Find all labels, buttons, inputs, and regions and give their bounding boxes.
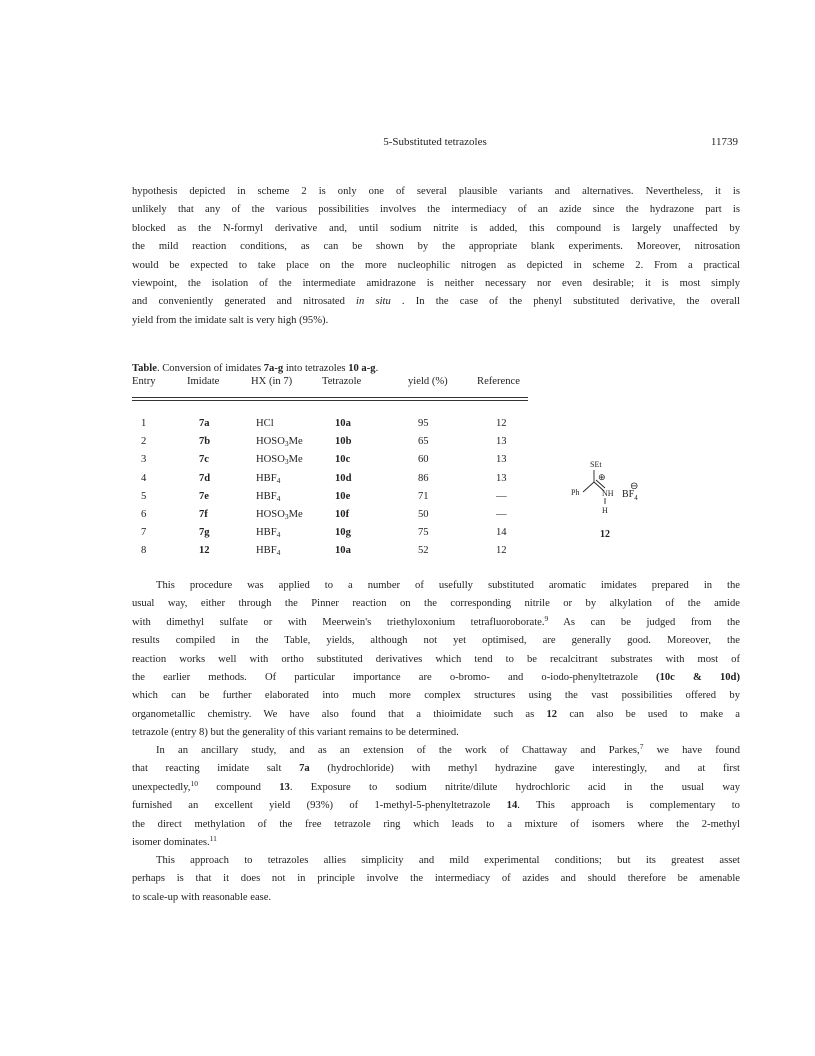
text-line: hypothesis depicted in scheme 2 is only one of several plausible variants and alternatives. Nevertheless, it is — [132, 186, 740, 197]
cell-yield: 71 — [418, 490, 429, 502]
text-run: the earlier methods. Of particular importance are o-bromo- and o-iodo-phenyltetrazole — [132, 672, 657, 684]
cell-tetrazole: 10a — [335, 545, 351, 557]
ph-label: Ph — [571, 488, 580, 497]
compound-ref: 14 — [506, 800, 518, 812]
text-line — [132, 669, 740, 687]
cell-entry: 8 — [141, 545, 147, 557]
text-line — [132, 293, 740, 311]
cell-yield: 65 — [418, 436, 429, 448]
bond-line — [583, 482, 594, 492]
cell-yield: 50 — [418, 509, 429, 520]
paragraph-4 — [132, 852, 740, 907]
cell-reference: 13 — [496, 472, 507, 484]
h-label: H — [602, 506, 608, 515]
text-line — [132, 834, 740, 852]
caption-imidates: 7a-g — [263, 363, 284, 374]
structure-12 — [536, 458, 646, 548]
cell-imidate: 7f — [199, 509, 208, 520]
cell-hx: $HOSO_3Me$ — [256, 454, 303, 467]
cell-entry: 3 — [141, 454, 147, 466]
running-title: 5-Substituted tetrazoles — [383, 136, 487, 148]
caption-label: Table — [132, 363, 157, 374]
text-line: viewpoint, the isolation of the intermediate amidrazone is neither necessary nor even desirable; it is most simply — [132, 278, 740, 290]
caption-text: into tetrazoles — [283, 363, 349, 374]
cell-tetrazole: 10a — [335, 418, 351, 429]
reference-superscript: 10 — [190, 778, 198, 788]
text-line: the direct methylation of the free tetrazole ring which leads to a mixture of isomers where the 2-methyl — [132, 818, 740, 830]
text-line — [132, 742, 740, 760]
plus-charge: ⊕ — [598, 472, 606, 482]
text-run: . This approach is complementary to — [517, 800, 740, 812]
paragraph-2 — [132, 577, 740, 743]
header-tetrazole: Tetrazole — [322, 376, 362, 387]
text-line: which can be further elaborated into much more complex structures using the vast possibilities offered by — [132, 690, 740, 702]
table-rule — [132, 397, 528, 398]
cell-reference: 12 — [496, 418, 507, 429]
text-line: to scale-up with reasonable ease. — [132, 891, 272, 903]
cell-entry: 7 — [141, 527, 147, 539]
compound-ref: 12 — [546, 708, 558, 720]
text-line: reaction works well with ortho substituted derivatives which tend to be recalcitrant substrates with most of — [132, 653, 740, 665]
cell-reference: — — [496, 490, 507, 502]
text-line — [132, 779, 740, 797]
text-line — [132, 760, 740, 778]
set-label: SEt — [590, 460, 602, 469]
text-line: usual way, either through the Pinner reaction on the corresponding nitrile or by alkylation of the amide — [132, 598, 740, 610]
cell-entry: 6 — [141, 509, 147, 520]
header-reference: Reference — [477, 376, 520, 387]
text-run: compound — [197, 781, 280, 793]
page-number: 11739 — [710, 136, 738, 148]
text-line: tetrazole (entry 8) but the generality of this variant remains to be determined. — [132, 727, 459, 739]
text-run: can also be used to make a — [557, 708, 741, 720]
reference-superscript: 7 — [639, 742, 644, 751]
cell-imidate: 7c — [199, 454, 209, 466]
cell-entry: 1 — [141, 418, 147, 429]
text-run: As can be judged from the — [548, 616, 740, 628]
cell-entry: 5 — [141, 490, 147, 502]
text-line — [132, 706, 740, 724]
cell-yield: 60 — [418, 454, 429, 466]
caption-tetrazoles: 10 a-g — [348, 363, 376, 374]
cell-reference: 14 — [496, 527, 507, 539]
cell-imidate: 7g — [199, 527, 210, 539]
cell-reference: — — [496, 509, 507, 520]
text-line: yield from the imidate salt is very high (95%). — [132, 314, 329, 326]
header-imidate: Imidate — [187, 376, 220, 387]
text-line: unlikely that any of the various possibilities involves the intermediacy of an azide since the hydrazone part is — [132, 204, 740, 216]
caption-text: . Conversion of imidates — [156, 363, 264, 374]
text-line — [132, 614, 740, 632]
italic-term: in situ — [356, 296, 391, 308]
cell-yield: 86 — [418, 472, 429, 484]
cell-hx: $HOSO_3Me$ — [256, 436, 303, 449]
text-run: with dimethyl sulfate or with Meerwein's triethyloxonium tetrafluoroborate. — [132, 616, 545, 628]
cell-reference: 13 — [496, 454, 507, 466]
cell-entry: 4 — [141, 472, 147, 484]
compound-ref: 7a — [299, 763, 310, 775]
text-run: that reacting imidate salt — [132, 763, 300, 775]
text-run: we have found — [643, 745, 740, 756]
paragraph-1 — [132, 183, 740, 330]
cell-yield: 95 — [418, 418, 429, 429]
cell-tetrazole: 10b — [335, 436, 352, 448]
cell-imidate: 12 — [199, 545, 210, 557]
cell-hx: $HOSO_3Me$ — [256, 509, 303, 521]
cell-hx: $HBF_4$ — [256, 490, 281, 503]
header-entry: Entry — [132, 376, 156, 387]
text-line: results compiled in the Table, yields, although not yet optimised, are generally good. Moreover, the — [132, 635, 740, 647]
cell-imidate: 7a — [199, 418, 210, 429]
text-line: the mild reaction conditions, as can be shown by the appropriate blank experiments. Moreover, nitrosation — [132, 241, 740, 253]
header-yield: yield (%) — [408, 376, 448, 387]
text-run: (hydrochloride) with methyl hydrazine gave interestingly, and at first — [309, 763, 741, 775]
text-run: isomer dominates. — [132, 837, 210, 849]
reference-superscript: 9 — [544, 613, 549, 623]
nh-label: NH — [602, 489, 614, 498]
compound-ref: (10c & 10d) — [656, 672, 740, 684]
table-rule — [132, 400, 528, 401]
text-line: perhaps is that it does not in principle involve the intermediacy of azides and should therefore be amenable — [132, 873, 740, 885]
cell-tetrazole: 10d — [335, 472, 352, 484]
cell-hx: HCl — [256, 418, 274, 429]
text-line: blocked as the N-formyl derivative and, until sodium nitrite is added, this compound is largely unaffected by — [132, 222, 740, 234]
cell-reference: 12 — [496, 545, 507, 557]
text-run: . In the case of the phenyl substituted derivative, the overall — [390, 296, 740, 308]
text-run: . Exposure to sodium nitrite/dilute hydrochloric acid in the usual way — [289, 781, 740, 793]
text-run: In an ancillary study, and as an extension of the work of Chattaway and Parkes, — [156, 745, 640, 756]
cell-tetrazole: 10c — [335, 454, 351, 466]
cell-hx: $HBF_4$ — [256, 527, 281, 540]
paragraph-3 — [132, 742, 740, 852]
text-line: This approach to tetrazoles allies simplicity and mild experimental conditions; but its greatest asset — [156, 855, 740, 866]
text-line: would be expected to take place on the more nucleophilic nitrogen as depicted in scheme 2. From a practical — [132, 259, 740, 271]
text-run: and conveniently generated and nitrosated — [132, 296, 357, 308]
cell-tetrazole: 10e — [335, 490, 351, 502]
caption-text: . — [375, 363, 379, 374]
cell-imidate: 7d — [199, 472, 211, 484]
cell-imidate: 7b — [199, 436, 211, 448]
cell-reference: 13 — [496, 436, 507, 448]
cell-entry: 2 — [141, 436, 147, 448]
compound-number: 12 — [600, 529, 610, 540]
text-line — [132, 797, 740, 815]
text-run: furnished an excellent yield (93%) of 1-methyl-5-phenyltetrazole — [132, 800, 507, 812]
table-caption — [132, 363, 378, 374]
cell-imidate: 7e — [199, 490, 209, 502]
compound-ref: 13 — [279, 781, 290, 793]
counterion: $BF_4$ — [622, 489, 638, 502]
cell-tetrazole: 10f — [335, 509, 350, 520]
reference-superscript: 11 — [209, 834, 217, 844]
cell-tetrazole: 10g — [335, 527, 351, 539]
text-run: unexpectedly, — [132, 781, 191, 793]
cell-hx: $HBF_4$ — [256, 472, 281, 485]
text-run: organometallic chemistry. We have also found that a thioimidate such as — [132, 708, 547, 720]
cell-yield: 75 — [418, 527, 429, 539]
minus-charge: ⊖ — [630, 481, 639, 492]
cell-yield: 52 — [418, 545, 429, 557]
cell-hx: $HBF_4$ — [256, 545, 281, 558]
header-hx: HX (in 7) — [251, 376, 293, 387]
text-line: This procedure was applied to a number of usefully substituted aromatic imidates prepared in the — [156, 580, 740, 591]
